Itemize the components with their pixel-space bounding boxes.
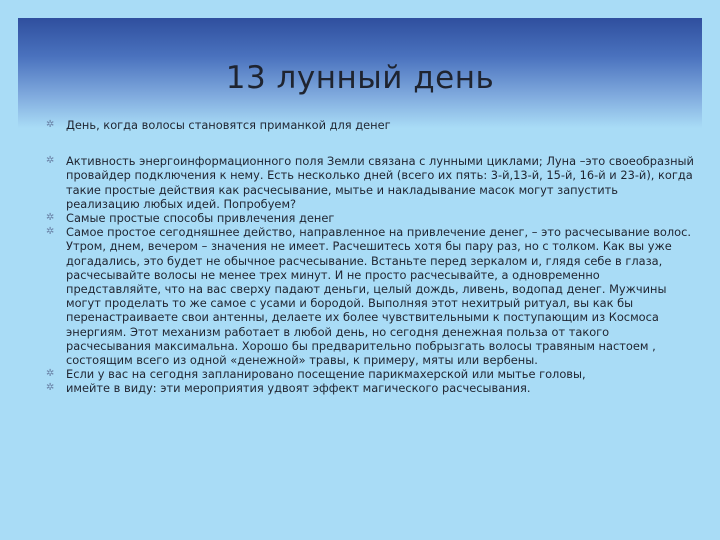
bullet-list bbox=[46, 118, 694, 396]
bullet-item bbox=[46, 118, 694, 132]
bullet-text: Самые простые способы привлечения денег bbox=[66, 211, 335, 226]
bullet-text: Если у вас на сегодня запланировано посещение парикмахерской или мытье головы, bbox=[66, 367, 586, 382]
bullet-item bbox=[46, 211, 694, 225]
bullet-item bbox=[46, 225, 694, 367]
bullet-text: День, когда волосы становятся приманкой для денег bbox=[66, 118, 391, 132]
asterisk-icon: ✲ bbox=[46, 212, 55, 224]
asterisk-icon: ✲ bbox=[46, 155, 55, 167]
bullet-text: имейте в виду: эти мероприятия удвоят эффект магического расчесывания. bbox=[66, 381, 531, 396]
bullet-item bbox=[46, 367, 694, 381]
asterisk-icon: ✲ bbox=[46, 119, 55, 130]
slide bbox=[18, 18, 702, 522]
asterisk-icon: ✲ bbox=[46, 368, 55, 380]
bullet-text: Самое простое сегодняшнее действо, направленное на привлечение денег, – это расчесывание волос. Утром, днем, вечером – значения не имеет. Расчешитесь хотя бы пару раз, но с толком. Как вы уже догадались, это будет не обычное расчесывание. Встаньте перед зеркалом и, глядя себе в глаза, расчесывайте волосы не менее трех минут. И не просто расчесывайте, а одновременно представляйте, что на вас сверху падают деньги, целый дождь, ливень, водопад денег. Мужчины могут проделать то же самое с усами и бородой. Выполняя этот нехитрый ритуал, вы как бы перенастраиваете свои антенны, делаете их более чувствительными к поступающим из Космоса энергиям. Этот механизм работает в любой день, но сегодня денежная польза от такого расчесывания максимальна. Хорошо бы предварительно побрызгать волосы травяным настоем , состоящим всего из одной «денежной» травы, к примеру, мяты или вербены. bbox=[66, 225, 692, 368]
bullet-item bbox=[46, 154, 694, 211]
bullet-item bbox=[46, 381, 694, 395]
slide-title: 13 лунный день bbox=[225, 60, 495, 96]
asterisk-icon: ✲ bbox=[46, 226, 55, 238]
bullet-text: Активность энергоинформационного поля Земли связана с лунными циклами; Луна –это своеобразный провайдер подключения к нему. Есть несколько дней (всего их пять: 3-й,13-й, 15-й, 16-й и 23-й), когда такие простые действия как расчесывание, мытье и накладывание масок могут запустить реализацию любых идей. Попробуем? bbox=[66, 154, 694, 211]
asterisk-icon: ✲ bbox=[46, 382, 55, 394]
